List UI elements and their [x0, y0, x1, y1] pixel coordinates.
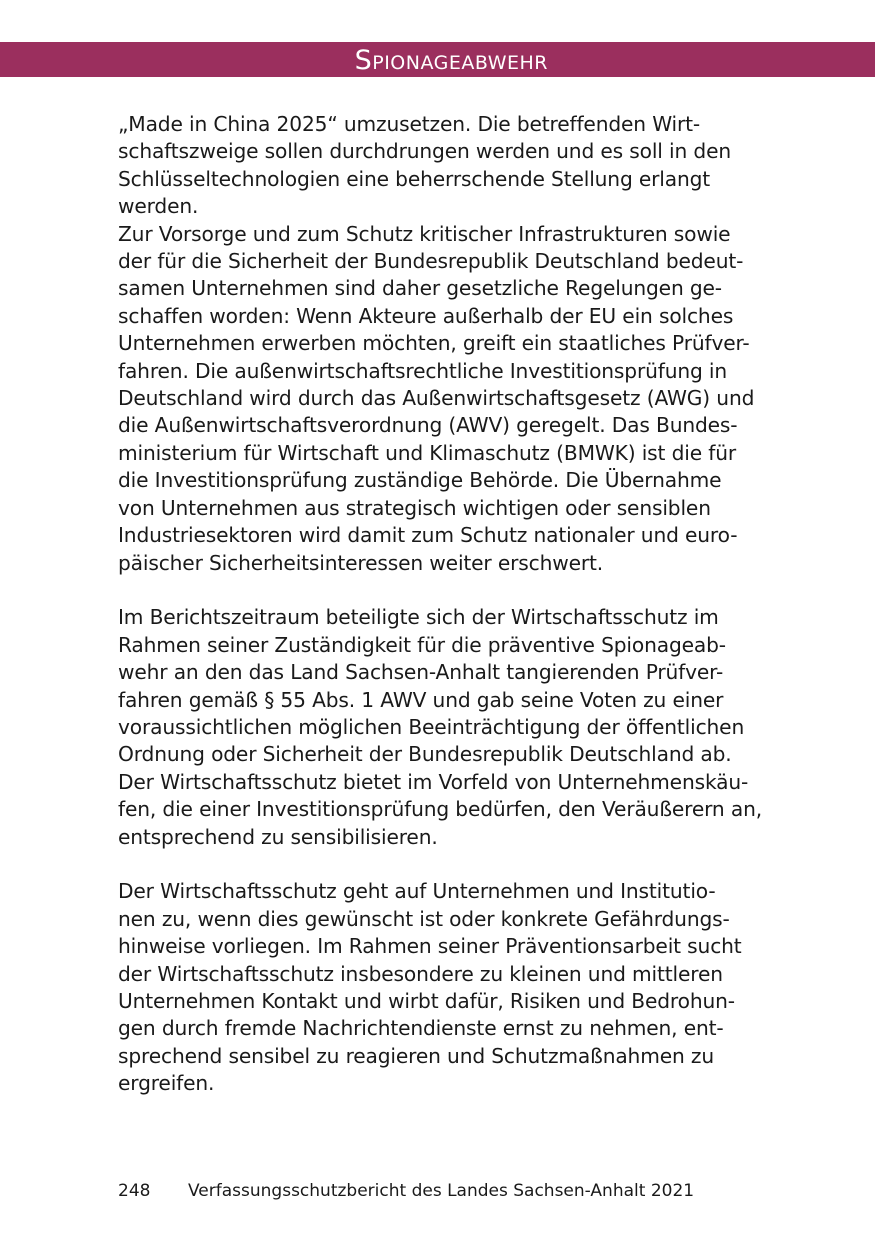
publication-title: Verfassungsschutzbericht des Landes Sachsen-Anhalt 2021	[188, 1181, 695, 1201]
text-line: werden.	[118, 194, 199, 219]
text-line: Schlüsseltechnologien eine beherrschende Stellung erlangt	[118, 166, 711, 191]
paragraph-spacer	[118, 577, 768, 604]
text-line: ministerium für Wirtschaft und Klimaschutz (BMWK) ist die für	[118, 440, 736, 465]
text-line: hinweise vorliegen. Im Rahmen seiner Präventionsarbeit sucht	[118, 934, 742, 959]
text-line: schaftszweige sollen durchdrungen werden und es soll in den	[118, 139, 731, 164]
text-line: fahren gemäß § 55 Abs. 1 AWV und gab seine Voten zu einer	[118, 687, 724, 712]
text-line: gen durch fremde Nachrichtendienste ernst zu nehmen, ent-	[118, 1016, 724, 1041]
text-line: Rahmen seiner Zuständigkeit für die präventive Spionageab-	[118, 632, 726, 657]
text-line: Zur Vorsorge und zum Schutz kritischer Infrastrukturen sowie	[118, 221, 731, 246]
text-line: Industriesektoren wird damit zum Schutz nationaler und euro-	[118, 523, 738, 548]
text-line: nen zu, wenn dies gewünscht ist oder konkrete Gefährdungs-	[118, 906, 730, 931]
text-line: von Unternehmen aus strategisch wichtigen oder sensiblen	[118, 495, 711, 520]
text-line: der Wirtschaftsschutz insbesondere zu kleinen und mittleren	[118, 961, 723, 986]
text-line: voraussichtlichen möglichen Beeinträchtigung der öffentlichen	[118, 714, 745, 739]
body-text	[118, 111, 768, 1098]
page-footer	[118, 1180, 694, 1202]
text-line: Ordnung oder Sicherheit der Bundesrepublik Deutschland ab.	[118, 742, 732, 767]
text-line: Der Wirtschaftsschutz bietet im Vorfeld von Unternehmenskäu-	[118, 769, 749, 794]
text-line: „Made in China 2025“ umzusetzen. Die betreffenden Wirt-	[118, 112, 701, 136]
paragraph-2	[118, 604, 768, 851]
text-line: Der Wirtschaftsschutz geht auf Unternehmen und Institutio-	[118, 879, 716, 904]
paragraph-spacer	[118, 851, 768, 878]
section-header-band	[0, 42, 875, 77]
text-line: fahren. Die außenwirtschaftsrechtliche Investitionsprüfung in	[118, 358, 728, 383]
text-line: schaffen worden: Wenn Akteure außerhalb der EU ein solches	[118, 303, 734, 328]
text-line: entsprechend zu sensibilisieren.	[118, 824, 438, 849]
text-line: Im Berichtszeitraum beteiligte sich der Wirtschaftsschutz im	[118, 605, 719, 630]
text-line: fen, die einer Investitionsprüfung bedürfen, den Veräußerern an,	[118, 797, 762, 822]
text-line: der für die Sicherheit der Bundesrepublik Deutschland bedeut-	[118, 249, 744, 274]
page-number: 248	[118, 1181, 151, 1201]
text-line: Deutschland wird durch das Außenwirtschaftsgesetz (AWG) und	[118, 386, 755, 411]
text-line: wehr an den das Land Sachsen-Anhalt tangierenden Prüfver-	[118, 660, 724, 685]
text-line: ergreifen.	[118, 1071, 215, 1096]
text-line: sprechend sensibel zu reagieren und Schutzmaßnahmen zu	[118, 1043, 714, 1068]
text-line: die Außenwirtschaftsverordnung (AWV) geregelt. Das Bundes-	[118, 413, 738, 438]
text-line: samen Unternehmen sind daher gesetzliche Regelungen ge-	[118, 276, 722, 301]
text-line: Unternehmen erwerben möchten, greift ein staatliches Prüfver-	[118, 331, 750, 356]
text-line: päischer Sicherheitsinteressen weiter erschwert.	[118, 550, 604, 575]
text-line: Unternehmen Kontakt und wirbt dafür, Risiken und Bedrohun-	[118, 988, 735, 1013]
paragraph-3	[118, 878, 768, 1097]
section-title: Spionageabwehr	[354, 45, 548, 76]
text-line: die Investitionsprüfung zuständige Behörde. Die Übernahme	[118, 468, 722, 493]
paragraph-1	[118, 111, 768, 577]
